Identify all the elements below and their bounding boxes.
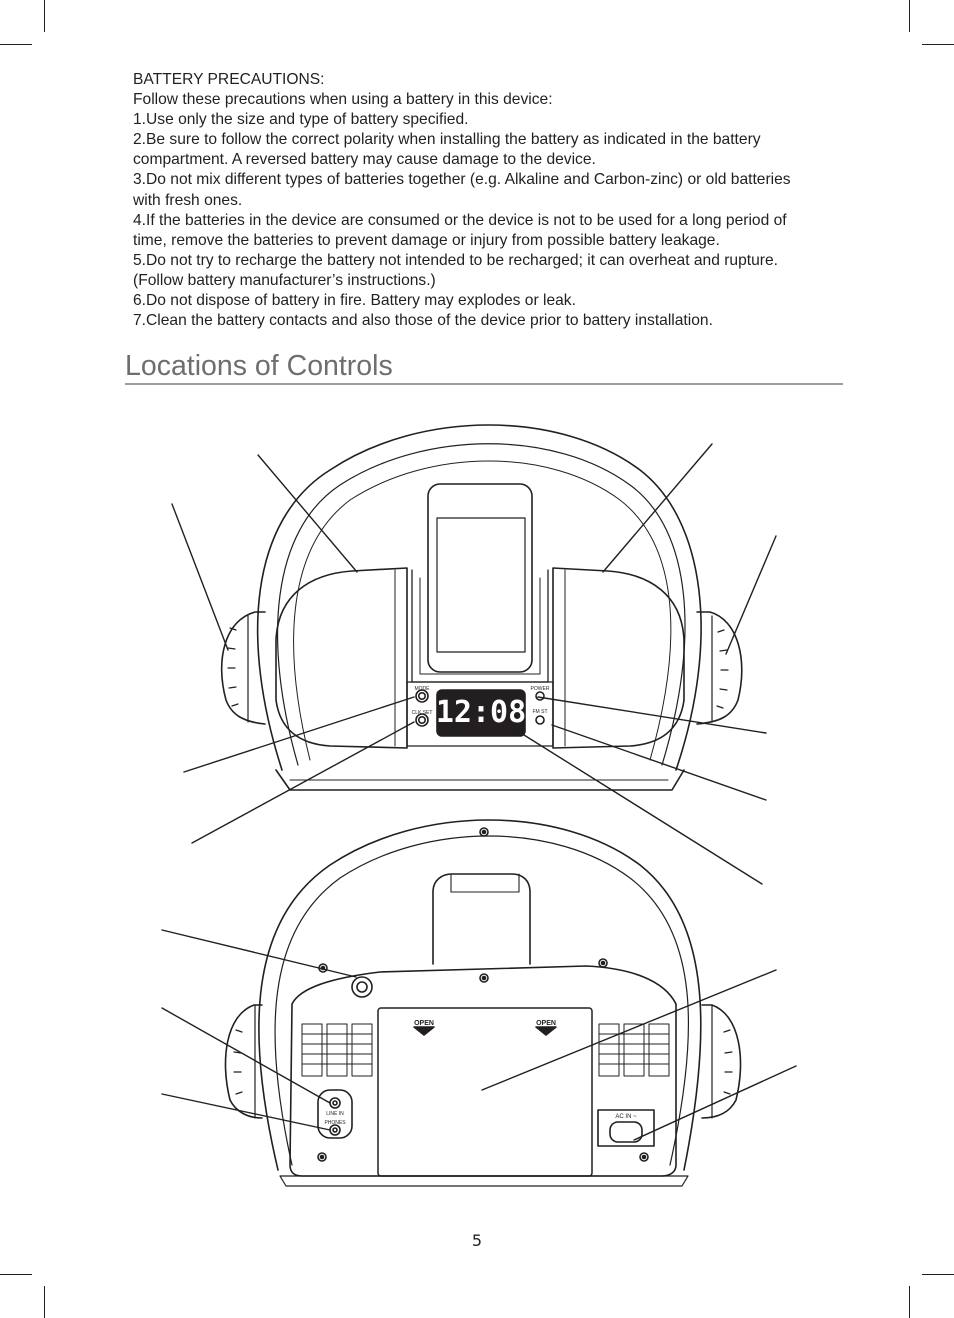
right-vent-grille (599, 1024, 669, 1076)
mode-label: MODE (414, 686, 430, 692)
front-unit (172, 425, 776, 884)
front-callouts (172, 444, 776, 884)
dock-cradle (412, 570, 548, 682)
precaution-line: with fresh ones. (133, 191, 243, 209)
page-number: 5 (471, 1231, 483, 1250)
line-in-jack (330, 1098, 340, 1108)
precaution-line: Follow these precautions when using a battery in this device: (133, 91, 553, 109)
back-unit (162, 820, 796, 1186)
dc-jack (352, 977, 372, 997)
power-label: POWER (530, 686, 550, 692)
right-speaker-panel (553, 568, 684, 748)
fm-st-button (536, 716, 544, 724)
precaution-line: 2.Be sure to follow the correct polarity when installing the battery as indicated in the battery (133, 131, 761, 149)
battery-compartment-door (378, 1008, 592, 1176)
section-title: Locations of Controls (125, 350, 393, 382)
precaution-line: 1.Use only the size and type of battery specified. (133, 111, 469, 129)
precaution-line: 5.Do not try to recharge the battery not intended to be recharged; it can overheat and rupture. (133, 251, 778, 269)
precaution-line: time, remove the batteries to prevent damage or injury from possible battery leakage. (133, 231, 720, 249)
precaution-line: 6.Do not dispose of battery in fire. Battery may explodes or leak. (133, 292, 576, 310)
precautions-title: BATTERY PRECAUTIONS: (133, 71, 325, 88)
precaution-line: 4.If the batteries in the device are consumed or the device is not to be used for a long period of (133, 211, 787, 229)
back-panel (290, 966, 676, 1176)
clk-set-label: CLK SET (411, 710, 433, 716)
back-handle-grip (433, 874, 530, 964)
open-arrow-icon (414, 1027, 434, 1035)
power-button (536, 692, 544, 700)
open-arrow-icon (536, 1027, 556, 1035)
open-label-right: OPEN (536, 1020, 556, 1027)
precaution-line: (Follow battery manufacturer’s instructions.) (133, 271, 436, 289)
line-in-label: LINE IN (326, 1111, 344, 1117)
precaution-line: compartment. A reversed battery may cause damage to the device. (133, 151, 596, 169)
player-screen (437, 518, 525, 652)
left-vent-grille (302, 1024, 372, 1076)
phones-label: PHONES (324, 1120, 346, 1126)
precaution-line: 3.Do not mix different types of batteries together (e.g. Alkaline and Carbon-zinc) or old batteries (133, 171, 791, 189)
ac-in-label: AC IN ~ (615, 1114, 637, 1120)
back-right-knob (702, 1005, 741, 1118)
precaution-line: 7.Clean the battery contacts and also those of the device prior to battery installation. (133, 312, 713, 330)
docked-player (428, 484, 532, 672)
phones-jack (330, 1125, 340, 1135)
clock-time: 12:08 (435, 695, 527, 730)
fm-st-label: FM ST (532, 709, 548, 715)
open-label-left: OPEN (414, 1020, 434, 1027)
